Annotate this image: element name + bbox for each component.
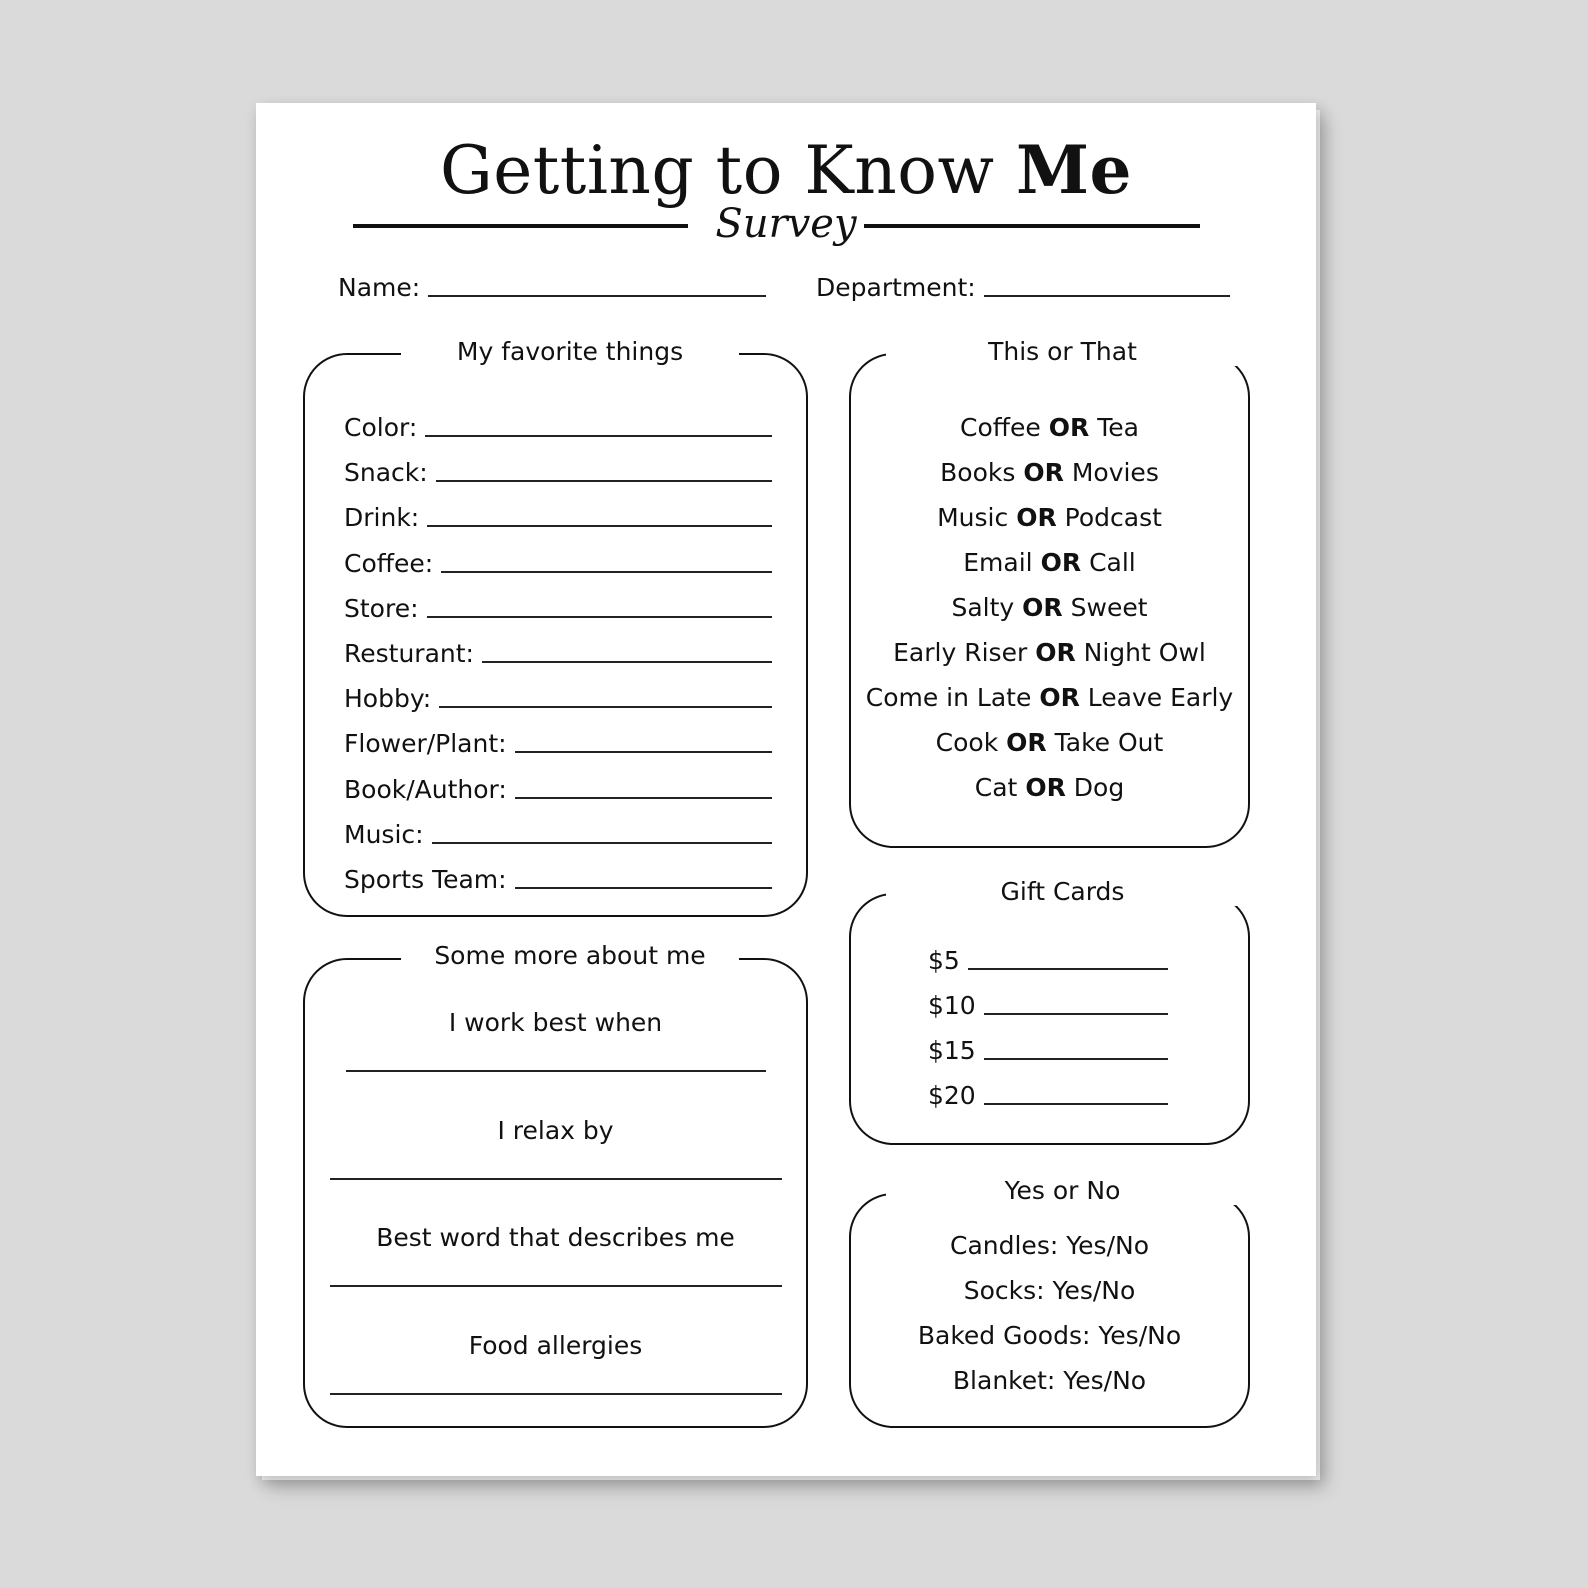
favorite-item-label: Drink: [344, 503, 420, 533]
department-field[interactable] [816, 273, 1230, 302]
this-or-that-item[interactable] [849, 728, 1250, 757]
gift-card-amount: $20 [928, 1081, 976, 1110]
favorite-item-label: Store: [344, 593, 419, 623]
title-rule-right [864, 224, 1200, 228]
favorite-item-blank[interactable] [425, 435, 772, 437]
more-about-answer-blank[interactable] [330, 1285, 782, 1287]
name-label: Name: [338, 273, 421, 302]
title-bold: Me [1015, 131, 1132, 209]
more-about-answer-blank[interactable] [330, 1178, 782, 1180]
yes-or-no-item[interactable]: Candles: Yes/No [950, 1231, 1149, 1260]
gift-card-amount: $15 [928, 1036, 976, 1065]
this-or-that-item[interactable] [849, 413, 1250, 442]
gift-cards-title: Gift Cards [886, 877, 1239, 906]
yes-or-no-item[interactable]: Baked Goods: Yes/No [917, 1321, 1182, 1350]
favorites-title: My favorite things [401, 337, 739, 366]
gift-card-blank[interactable] [968, 968, 1168, 970]
option-left: Music [937, 503, 1009, 532]
favorite-item-field[interactable] [344, 865, 772, 894]
or-connector: OR [1025, 773, 1066, 802]
yes-or-no-item[interactable]: Socks: Yes/No [963, 1276, 1136, 1305]
favorite-item-blank[interactable] [515, 797, 772, 799]
or-connector: OR [1040, 548, 1082, 577]
favorite-item-field[interactable] [344, 594, 772, 623]
more-about-answer-blank[interactable] [330, 1393, 782, 1395]
gift-card-amount: $10 [928, 991, 976, 1020]
option-right: Tea [1097, 413, 1139, 442]
favorite-item-blank[interactable] [482, 661, 772, 663]
or-connector: OR [1023, 458, 1064, 487]
option-right: Sweet [1070, 593, 1148, 622]
this-or-that-title: This or That [886, 337, 1239, 366]
favorite-item-blank[interactable] [439, 706, 772, 708]
this-or-that-item[interactable] [849, 548, 1250, 577]
favorite-item-blank[interactable] [515, 751, 772, 753]
department-blank[interactable] [984, 295, 1230, 297]
this-or-that-item[interactable] [849, 458, 1250, 487]
or-connector: OR [1035, 638, 1076, 667]
gift-card-field[interactable] [928, 1081, 1168, 1110]
favorite-item-label: Sports Team: [344, 865, 507, 894]
gift-card-blank[interactable] [984, 1013, 1168, 1015]
favorite-item-field[interactable] [344, 820, 772, 849]
favorite-item-label: Hobby: [344, 684, 432, 714]
favorite-item-blank[interactable] [427, 616, 773, 618]
favorite-item-label: Book/Author: [344, 774, 507, 804]
gift-card-blank[interactable] [984, 1058, 1168, 1060]
option-right: Night Owl [1083, 638, 1206, 667]
option-left: Come in Late [865, 683, 1032, 712]
gift-card-field[interactable] [928, 946, 1168, 975]
favorite-item-field[interactable] [344, 458, 772, 487]
option-left: Cat [974, 773, 1018, 802]
yes-or-no-title: Yes or No [886, 1176, 1239, 1205]
page-subtitle: Survey [715, 201, 857, 247]
favorite-item-label: Music: [344, 819, 424, 849]
gift-card-amount: $5 [928, 946, 960, 975]
favorite-item-label: Coffee: [344, 548, 434, 578]
favorite-item-field[interactable] [344, 639, 772, 668]
favorite-item-label: Snack: [344, 458, 428, 488]
more-about-prompt: Food allergies [468, 1330, 643, 1360]
or-connector: OR [1016, 503, 1057, 532]
title-main: Getting to Know [440, 132, 995, 209]
more-about-title: Some more about me [401, 941, 739, 970]
or-connector: OR [1048, 413, 1090, 442]
more-about-prompt: I work best when [448, 1008, 663, 1037]
favorite-item-field[interactable] [344, 684, 772, 713]
option-right: Take Out [1054, 728, 1164, 757]
favorite-item-blank[interactable] [436, 480, 772, 482]
option-left: Coffee [960, 413, 1041, 442]
this-or-that-item[interactable] [849, 683, 1250, 712]
page-title [256, 131, 1316, 209]
favorite-item-field[interactable] [344, 413, 772, 442]
favorite-item-label: Resturant: [344, 639, 474, 668]
favorite-item-label: Flower/Plant: [344, 729, 507, 759]
option-left: Salty [951, 593, 1015, 622]
this-or-that-item[interactable] [849, 638, 1250, 667]
option-left: Email [963, 548, 1033, 577]
gift-card-field[interactable] [928, 1036, 1168, 1065]
favorite-item-field[interactable] [344, 503, 772, 532]
yes-or-no-item[interactable]: Blanket: Yes/No [952, 1366, 1147, 1395]
or-connector: OR [1006, 728, 1047, 757]
favorite-item-blank[interactable] [427, 525, 772, 527]
more-about-prompt: I relax by [497, 1115, 614, 1145]
favorite-item-field[interactable] [344, 775, 772, 804]
favorite-item-blank[interactable] [441, 571, 772, 573]
option-right: Call [1089, 548, 1136, 577]
department-label: Department: [816, 273, 976, 302]
favorite-item-field[interactable] [344, 549, 772, 578]
gift-card-field[interactable] [928, 991, 1168, 1020]
this-or-that-item[interactable] [849, 503, 1250, 532]
favorite-item-blank[interactable] [432, 842, 772, 844]
option-left: Cook [935, 728, 999, 757]
favorite-item-blank[interactable] [515, 887, 772, 889]
option-right: Movies [1071, 458, 1159, 487]
favorite-item-field[interactable] [344, 729, 772, 758]
this-or-that-item[interactable] [849, 773, 1250, 802]
or-connector: OR [1039, 683, 1080, 712]
favorite-item-label: Color: [344, 413, 418, 442]
or-connector: OR [1022, 593, 1063, 622]
option-left: Books [940, 458, 1016, 487]
more-about-answer-blank[interactable] [346, 1070, 766, 1072]
option-right: Dog [1073, 773, 1125, 802]
option-right: Leave Early [1087, 683, 1234, 712]
survey-sheet [256, 103, 1316, 1476]
this-or-that-item[interactable] [849, 593, 1250, 622]
option-left: Early Riser [893, 638, 1028, 667]
name-field[interactable] [338, 273, 766, 302]
option-right: Podcast [1064, 503, 1162, 532]
name-blank[interactable] [428, 295, 766, 297]
more-about-prompt: Best word that describes me [376, 1223, 735, 1252]
gift-card-blank[interactable] [984, 1103, 1168, 1105]
